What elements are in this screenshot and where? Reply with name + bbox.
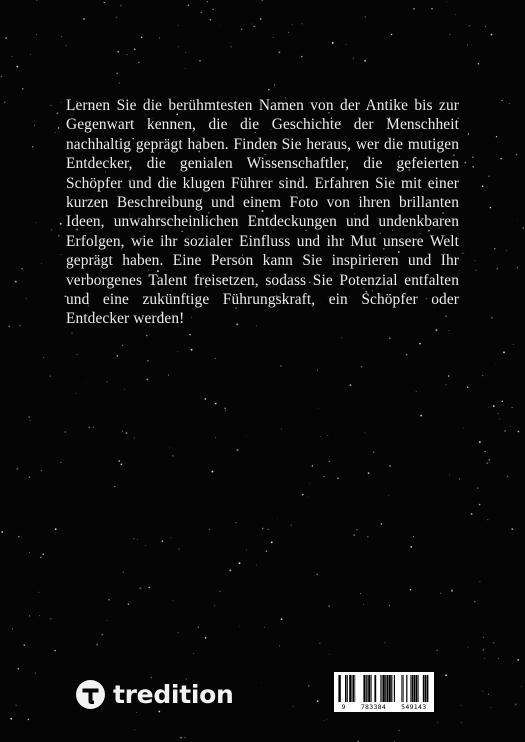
barcode-lead-digit: 9 xyxy=(341,703,346,711)
barcode-bars xyxy=(338,675,430,702)
barcode-group-right: 549143 xyxy=(401,703,427,711)
barcode-group-left: 783384 xyxy=(360,703,387,711)
tredition-logo-icon xyxy=(76,680,105,709)
back-cover-blurb: Lernen Sie die berühmtesten Namen von der Antike bis zur Gegenwart kennen, die die Geschichte der Menschheit nachhaltig geprägt haben. Finden Sie heraus, wer die mutigen Entdecker, die genialen Wissenschaftler, die gefeierten Schöpfer und die klugen Führer sind. Erfahren Sie mit einer kurzen Beschreibung und einem Foto von ihren brillanten Ideen, unwahrscheinlichen Entdeckungen und undenkbaren Erfolgen, wie ihr sozialer Einfluss und ihr Mut unsere Welt geprägt haben. Eine Person kann Sie inspirieren und Ihr verborgenes Talent freisetzen, sodass Sie Potenzial entfalten und eine zukünftige Führungskraft, ein Schöpfer oder Entdecker werden! xyxy=(66,97,459,328)
publisher-name: tredition xyxy=(113,680,234,709)
barcode-digits xyxy=(334,703,434,711)
publisher-mark xyxy=(76,680,234,709)
isbn-barcode xyxy=(334,672,434,712)
